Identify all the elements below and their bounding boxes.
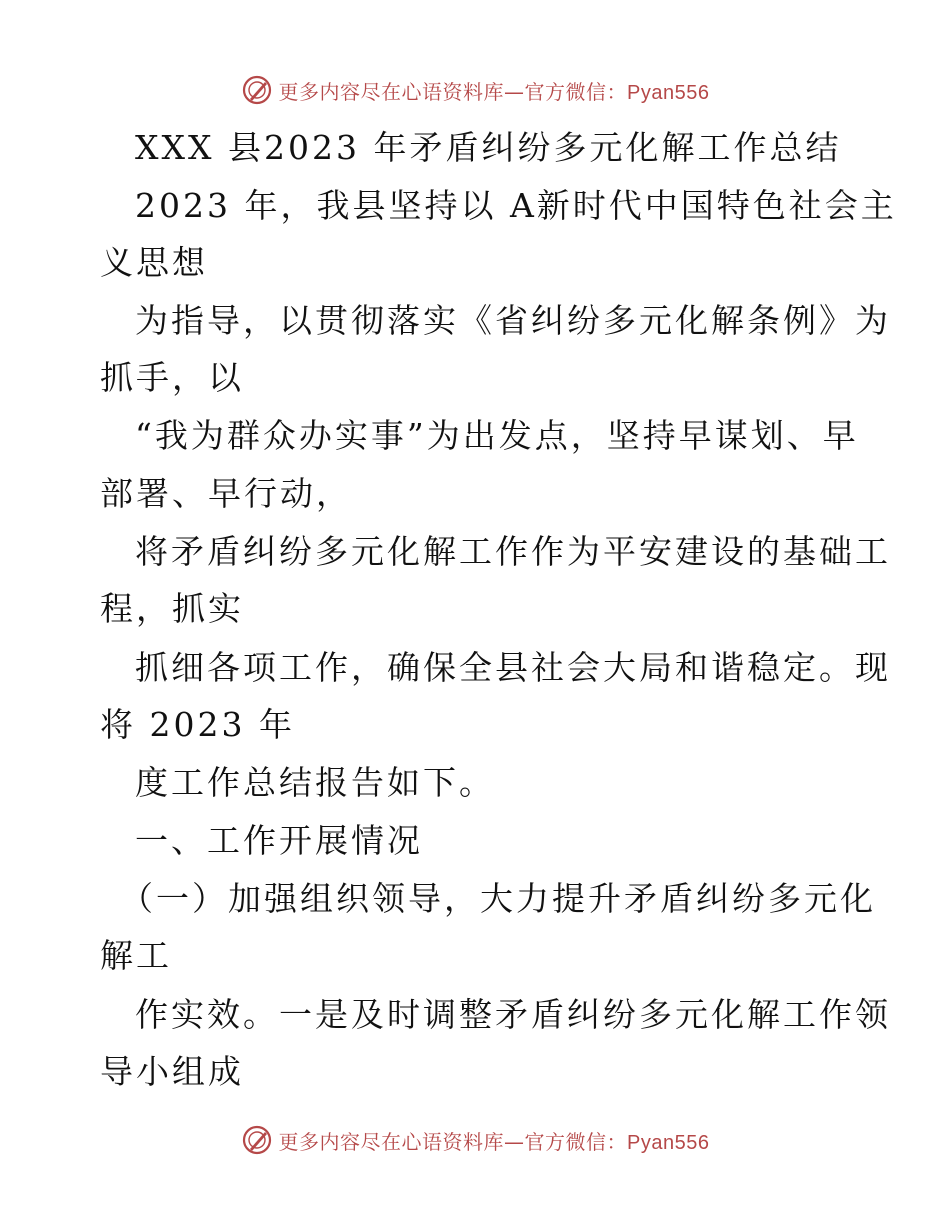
paragraph-line: 度工作总结报告如下。 (135, 763, 495, 802)
document-title: XXX 县2023 年矛盾纠纷多元化解工作总结 (135, 128, 842, 167)
paragraph-line: 将 2023 年 (100, 705, 295, 744)
header-watermark (0, 70, 950, 110)
quill-circle-logo-icon (241, 74, 273, 106)
section-heading: 一、工作开展情况 (135, 821, 423, 860)
paragraph-line: 程，抓实 (100, 589, 244, 628)
paragraph-line: 抓细各项工作，确保全县社会大局和谐稳定。现 (135, 648, 891, 687)
paragraph-line: 2023 年，我县坚持以 A新时代中国特色社会主 (135, 186, 897, 225)
paragraph-line: 义思想 (100, 243, 208, 282)
paragraph-line: 部署、早行动， (100, 474, 352, 513)
quill-circle-logo-icon (241, 1124, 273, 1156)
paragraph-line: “我为群众办实事”为出发点，坚持早谋划、早 (135, 416, 859, 455)
watermark-text: 更多内容尽在心语资料库—官方微信：Pyan556 (278, 1129, 710, 1154)
paragraph-line: 导小组成 (100, 1052, 244, 1091)
paragraph-line: 作实效。一是及时调整矛盾纠纷多元化解工作领 (135, 995, 891, 1034)
paragraph-line: 将矛盾纠纷多元化解工作作为平安建设的基础工 (135, 532, 891, 571)
footer-watermark (0, 1120, 950, 1160)
subsection-heading: （一）加强组织领导，大力提升矛盾纠纷多元化 (120, 879, 876, 918)
paragraph-line: 为指导，以贯彻落实《省纠纷多元化解条例》为 (135, 301, 891, 340)
watermark-text: 更多内容尽在心语资料库—官方微信：Pyan556 (278, 79, 710, 104)
paragraph-line: 解工 (100, 936, 172, 975)
paragraph-line: 抓手，以 (100, 358, 244, 397)
